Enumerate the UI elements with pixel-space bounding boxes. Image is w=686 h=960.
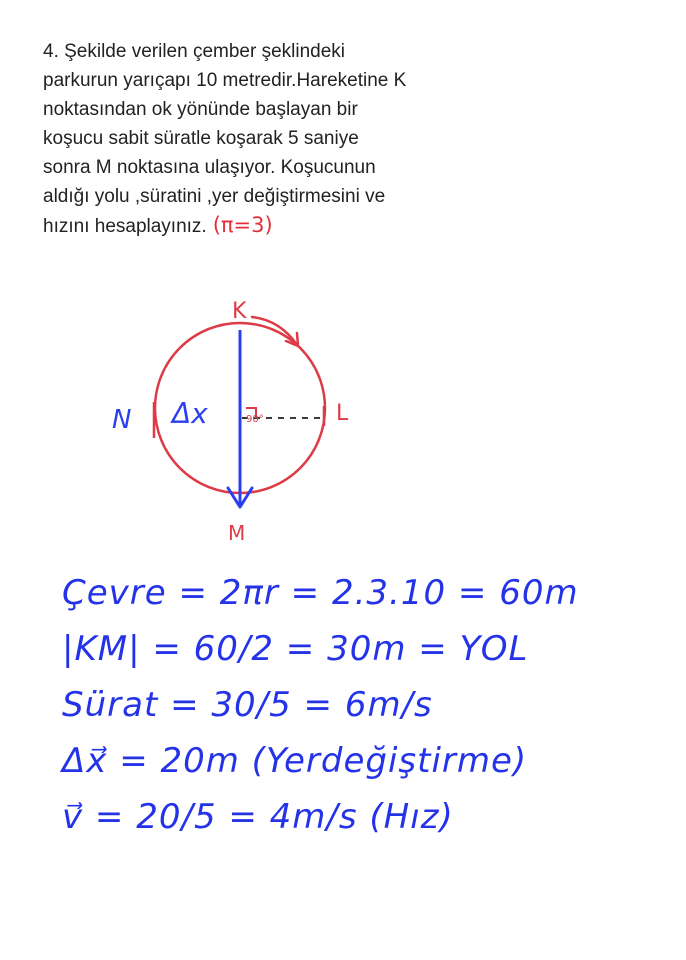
problem-line: noktasından ok yönünde başlayan bir — [43, 99, 358, 120]
solution-velocity: v⃗ = 20/5 = 4m/s (Hız) — [62, 797, 454, 837]
track-diagram — [100, 290, 380, 550]
problem-line: aldığı yolu ,süratini ,yer değiştirmesini ve — [43, 186, 386, 207]
problem-line: 4. Şekilde verilen çember şeklindeki — [43, 41, 346, 62]
point-m-label: M — [228, 521, 246, 545]
solution-speed: Sürat = 30/5 = 6m/s — [62, 685, 433, 725]
problem-line-last — [43, 211, 473, 241]
problem-line: koşucu sabit süratle koşarak 5 saniye — [43, 128, 359, 149]
point-k-label: K — [232, 299, 247, 324]
pi-note: (π=3) — [212, 213, 273, 237]
solution-circumference: Çevre = 2πr = 2.3.10 = 60m — [62, 573, 579, 613]
point-l-label: L — [336, 401, 349, 426]
delta-x-label: Δx — [172, 397, 208, 430]
problem-line: parkurun yarıçapı 10 metredir.Hareketine K — [43, 70, 407, 91]
right-angle-label: 90° — [246, 414, 264, 425]
solution-displacement: Δx⃗ = 20m (Yerdeğiştirme) — [62, 741, 528, 781]
problem-line-text: hızını hesaplayınız. — [43, 216, 207, 237]
point-n-label: N — [112, 405, 132, 435]
handwritten-solution — [62, 565, 672, 845]
problem-line: sonra M noktasına ulaşıyor. Koşucunun — [43, 157, 376, 178]
problem-text — [43, 37, 473, 241]
solution-path-length: |KM| = 60/2 = 30m = YOL — [62, 629, 529, 669]
